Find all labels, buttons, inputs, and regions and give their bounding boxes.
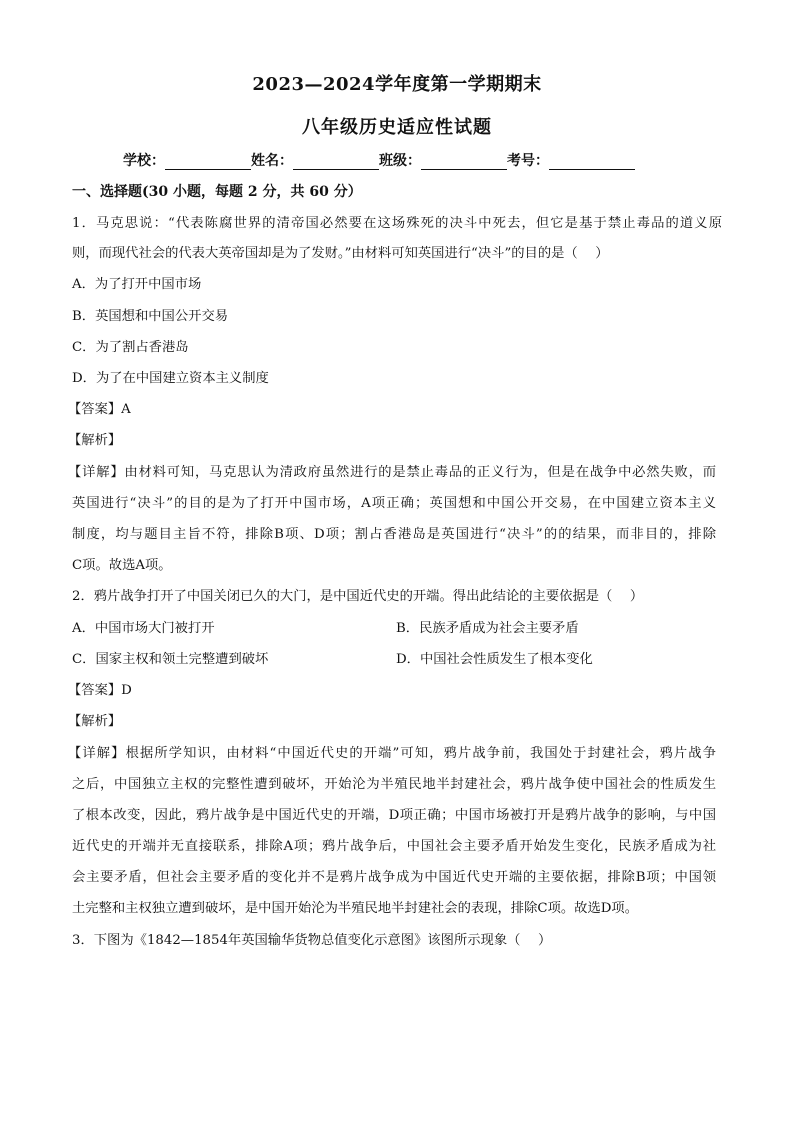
q2-option-b: B．民族矛盾成为社会主要矛盾 [396, 621, 579, 636]
q2-option-a: A．中国市场大门被打开 [72, 621, 215, 636]
name-field [251, 150, 379, 170]
name-label: 姓名： [251, 153, 293, 169]
q2-detail-line6: 土完整和主权独立遭到破坏，是中国开始沦为半殖民地半封建社会的表现，排除C项。故选D项。 [72, 901, 639, 916]
school-label: 学校： [123, 153, 165, 169]
name-blank[interactable] [293, 153, 379, 170]
class-label: 班级： [379, 153, 421, 169]
q2-answer: 【答案】D [68, 683, 132, 698]
q2-option-d: D．中国社会性质发生了根本变化 [396, 652, 593, 667]
exam-no-blank[interactable] [549, 153, 635, 170]
q1-detail-line2: 英国进行“决斗”的目的是为了打开中国市场，A项正确；英国想和中国公开交易，在中国建立资本主义 [72, 496, 716, 511]
q1-answer: 【答案】A [68, 402, 131, 417]
q1-stem-line2: 则，而现代社会的代表大英帝国却是为了发财。”由材料可知英国进行“决斗”的目的是（ ） [72, 246, 609, 261]
exam-no-label: 考号： [507, 153, 549, 169]
q2-detail-line5: 会主要矛盾，但社会主要矛盾的变化并不是鸦片战争成为中国近代史开端的主要依据，排除B项；中国领 [72, 870, 716, 885]
q3-stem: 3．下图为《1842—1854年英国输华货物总值变化示意图》该图所示现象（ ） [72, 933, 552, 948]
q1-option-a: A．为了打开中国市场 [72, 277, 202, 292]
q2-analysis-label: 【解析】 [68, 714, 122, 729]
q1-detail-line1: 【详解】由材料可知，马克思认为清政府虽然进行的是禁止毒品的正义行为，但是在战争中必然失败，而 [68, 465, 716, 480]
q1-option-d: D．为了在中国建立资本主义制度 [72, 371, 269, 386]
class-field [379, 150, 507, 170]
exam-subtitle: 八年级历史适应性试题 [302, 117, 492, 138]
q1-detail-line3: 制度，均与题目主旨不符，排除B项、D项；割占香港岛是英国进行“决斗”的的结果，而非目的，排除 [72, 527, 716, 542]
student-info-row [123, 150, 683, 170]
exam-no-field [507, 150, 635, 170]
q2-stem: 2．鸦片战争打开了中国关闭已久的大门，是中国近代史的开端。得出此结论的主要依据是（ ） [72, 589, 644, 604]
q1-detail-line4: C项。故选A项。 [72, 558, 172, 573]
q1-option-c: C．为了割占香港岛 [72, 340, 189, 355]
exam-title: 2023—2024学年度第一学期期末 [252, 74, 542, 95]
q1-stem-line1: 1．马克思说：“代表陈腐世界的清帝国必然要在这场殊死的决斗中死去，但它是基于禁止毒品的道义原 [72, 216, 722, 231]
q1-analysis-label: 【解析】 [68, 433, 122, 448]
q2-detail-line2: 之后，中国独立主权的完整性遭到破坏，开始沦为半殖民地半封建社会，鸦片战争使中国社会的性质发生 [72, 777, 716, 792]
q2-detail-line3: 了根本改变，因此，鸦片战争是中国近代史的开端，D项正确；中国市场被打开是鸦片战争的影响，与中国 [72, 808, 716, 823]
section-heading: 一、选择题(30 小题，每题 2 分，共 60 分） [72, 184, 362, 200]
q2-detail-line1: 【详解】根据所学知识，由材料“中国近代史的开端”可知，鸦片战争前，我国处于封建社会，鸦片战争 [68, 746, 716, 761]
school-blank[interactable] [165, 153, 251, 170]
q2-option-c: C．国家主权和领土完整遭到破坏 [72, 652, 269, 667]
class-blank[interactable] [421, 153, 507, 170]
school-field [123, 150, 251, 170]
q1-option-b: B．英国想和中国公开交易 [72, 309, 229, 324]
q2-detail-line4: 近代史的开端并无直接联系，排除A项；鸦片战争后，中国社会主要矛盾开始发生变化，民族矛盾成为社 [72, 839, 716, 854]
